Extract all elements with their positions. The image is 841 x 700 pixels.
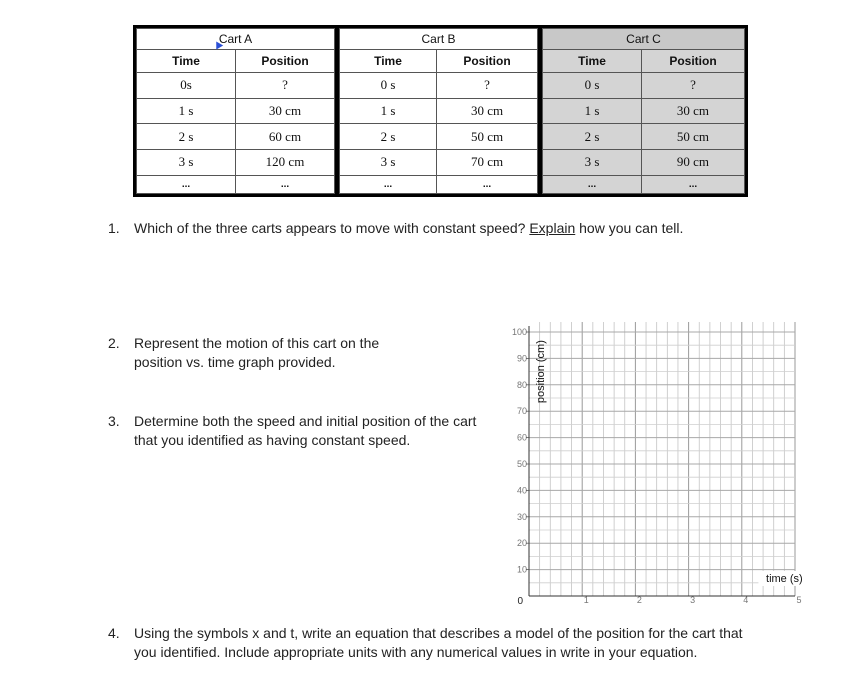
question-number: 4.: [108, 625, 120, 641]
table-cell: 90 cm: [641, 150, 744, 176]
table-cell: ...: [137, 175, 236, 193]
table-cell: 3 s: [137, 150, 236, 176]
question-text: [134, 219, 683, 238]
question-text-part: how you can tell.: [575, 220, 684, 236]
cart-c-time-header: Time: [543, 50, 642, 73]
question-line: Determine both the speed and initial position of the cart: [134, 413, 477, 429]
table-cell: 60 cm: [236, 124, 335, 150]
y-tick-label: 50: [516, 459, 527, 469]
table-cell: 0 s: [543, 72, 642, 98]
x-tick-label: 5: [796, 595, 802, 605]
table-cell: ...: [641, 175, 744, 193]
question-text: [134, 334, 379, 372]
question-line: Represent the motion of this cart on the: [134, 335, 380, 351]
x-tick-label: 4: [743, 595, 749, 605]
cart-data-table: [133, 25, 748, 197]
cart-c-panel: [542, 28, 745, 194]
table-cell: 1 s: [137, 98, 236, 124]
table-cell: ...: [543, 175, 642, 193]
table-cell: 1 s: [340, 98, 437, 124]
question-line: you identified. Include appropriate units with any numerical values in write in your equation.: [134, 644, 698, 660]
y-tick-label: 20: [516, 538, 527, 549]
y-tick-label: 90: [516, 353, 527, 364]
cart-c-title: Cart C: [543, 29, 745, 50]
x-axis-label: time (s): [766, 573, 803, 585]
question-line: that you identified as having constant speed.: [134, 432, 411, 448]
y-tick-label: 30: [516, 511, 527, 522]
y-tick-label: 70: [516, 406, 527, 417]
table-cell: 30 cm: [641, 98, 744, 124]
table-cell: 70 cm: [437, 150, 538, 176]
x-tick-label: 3: [690, 595, 696, 605]
question-number: 3.: [108, 413, 120, 429]
question-number: 2.: [108, 335, 120, 351]
explain-link[interactable]: Explain: [529, 220, 576, 236]
position-time-graph[interactable]: [495, 318, 805, 608]
x-tick-label: 2: [636, 595, 642, 605]
table-cell: 2 s: [340, 124, 437, 150]
cart-b-time-header: Time: [340, 50, 437, 73]
question-text: [134, 624, 743, 662]
cart-a-time-header: Time: [137, 50, 236, 73]
question-line: Using the symbols x and t, write an equation that describes a model of the position for the cart that: [134, 625, 743, 641]
table-cell: 120 cm: [236, 150, 335, 176]
cart-a-panel: [136, 28, 335, 194]
cart-b-title: Cart B: [340, 29, 538, 50]
table-cell: ...: [236, 175, 335, 193]
y-tick-label: 100: [511, 327, 527, 337]
table-cell: 30 cm: [437, 98, 538, 124]
table-cell: ?: [236, 72, 335, 98]
table-cell: 2 s: [137, 124, 236, 150]
cart-c-position-header: Position: [641, 50, 744, 73]
table-cell: 30 cm: [236, 98, 335, 124]
cart-a-position-header: Position: [236, 50, 335, 73]
question-text: [134, 412, 476, 450]
graph-svg[interactable]: [495, 318, 805, 608]
cart-b-panel: [339, 28, 538, 194]
table-cell: 0 s: [340, 72, 437, 98]
y-tick-label: 40: [516, 485, 527, 496]
table-cell: ?: [437, 72, 538, 98]
table-cell: 50 cm: [437, 124, 538, 150]
y-tick-label: 10: [516, 564, 527, 575]
table-cell: ...: [437, 175, 538, 193]
table-cell: 3 s: [340, 150, 437, 176]
question-line: position vs. time graph provided.: [134, 354, 336, 370]
y-tick-label: 80: [516, 379, 527, 390]
table-cell: 50 cm: [641, 124, 744, 150]
question-text-part: Which of the three carts appears to move with constant speed?: [134, 220, 530, 236]
y-tick-label: 60: [516, 432, 527, 443]
table-cell: 3 s: [543, 150, 642, 176]
table-cell: 1 s: [543, 98, 642, 124]
question-number: 1.: [108, 220, 120, 236]
table-cell: 0s: [137, 72, 236, 98]
table-cell: 2 s: [543, 124, 642, 150]
y-axis-label: position (cm): [535, 340, 547, 404]
cart-a-title: Cart A: [137, 29, 335, 50]
origin-label: 0: [517, 596, 523, 607]
table-cell: ...: [340, 175, 437, 193]
table-cell: ?: [641, 72, 744, 98]
x-tick-label: 1: [583, 595, 589, 605]
cart-b-position-header: Position: [437, 50, 538, 73]
